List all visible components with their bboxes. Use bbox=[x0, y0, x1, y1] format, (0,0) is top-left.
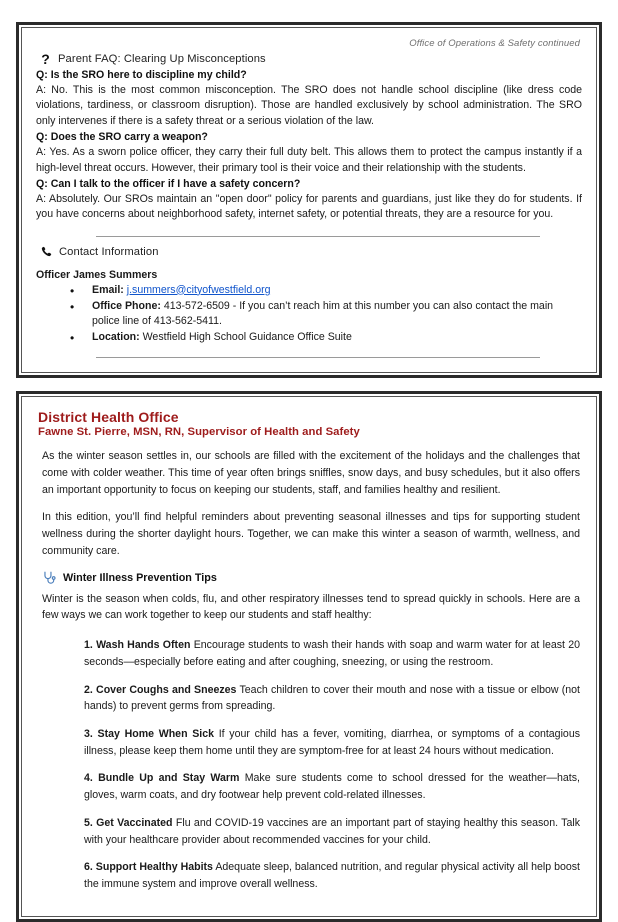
contact-list bbox=[36, 283, 582, 347]
tip-title: 5. Get Vaccinated bbox=[84, 816, 173, 829]
list-item-email bbox=[70, 283, 582, 299]
question-mark-icon: ? bbox=[41, 51, 50, 67]
intro-paragraph: In this edition, you’ll find helpful reminders about preventing seasonal illnesses and tips for supporting student wellness during the shorter daylight hours. Together, we can make this winter a season of warmth, wellness, and community care. bbox=[42, 511, 580, 557]
tip-item bbox=[36, 682, 582, 715]
district-health-office-body bbox=[21, 396, 597, 917]
email-link[interactable]: j.summers@cityofwestfield.org bbox=[126, 283, 271, 296]
faq-answer: A: No. This is the most common misconception. The SRO does not handle school discipline (like dress code violations, tardiness, or classroom disruption). Those are handled exclusively by school administration. The SRO only intervenes if there is a safety threat or a serious violation of the law. bbox=[36, 84, 582, 127]
tip-item bbox=[36, 770, 582, 803]
page-title: District Health Office bbox=[38, 409, 179, 426]
faq-answer: A: Absolutely. Our SROs maintain an "open door" policy for parents and guardians, just like they do for students. If you have concerns about neighborhood safety, internet safety, or potential threats, they are a resource for you. bbox=[36, 192, 582, 221]
tip-title: 1. Wash Hands Often bbox=[84, 639, 191, 652]
faq-question: Q: Is the SRO here to discipline my child? bbox=[36, 69, 247, 81]
operations-safety-panel bbox=[16, 22, 602, 378]
tip-item bbox=[36, 726, 582, 759]
stethoscope-icon bbox=[42, 571, 56, 586]
continued-label: Office of Operations & Safety continued bbox=[409, 38, 580, 49]
tip-text: Make sure students come to school dressed for the weather—hats, gloves, warm coats, and dry footwear help prevent cold-related illnesses. bbox=[84, 772, 580, 802]
list-item-location bbox=[70, 330, 582, 346]
tip-text: Flu and COVID-19 vaccines are an important part of staying healthy this season. Talk with your healthcare provider about recommended vaccines for your child. bbox=[84, 816, 581, 846]
page-subtitle: Fawne St. Pierre, MSN, RN, Supervisor of Health and Safety bbox=[38, 426, 360, 439]
tip-item bbox=[36, 815, 582, 848]
list-item-phone bbox=[70, 299, 582, 331]
winter-tips-heading: Winter Illness Prevention Tips bbox=[63, 572, 217, 585]
tip-title: 6. Support Healthy Habits bbox=[84, 861, 213, 874]
section-divider bbox=[96, 236, 540, 237]
parent-faq-heading-row bbox=[40, 52, 582, 66]
contact-heading: Contact Information bbox=[59, 245, 159, 258]
tip-item bbox=[36, 859, 582, 892]
section-divider-bottom bbox=[96, 357, 540, 358]
tip-item bbox=[36, 637, 582, 670]
operations-safety-panel-body bbox=[21, 27, 597, 373]
contact-label-location: Location: bbox=[92, 331, 140, 344]
phone-icon bbox=[40, 246, 52, 258]
faq-question: Q: Can I talk to the officer if I have a safety concern? bbox=[36, 177, 301, 190]
intro-paragraph: As the winter season settles in, our schools are filled with the excitement of the holidays and the challenges that come with colder weather. This time of year often brings sniffles, snow days, and busy schedules, but it also offers an important opportunity to focus on keeping our students, staff, and families healthy and resilient. bbox=[42, 450, 580, 496]
officer-name: Officer James Summers bbox=[36, 268, 158, 281]
contact-label-email: Email: bbox=[92, 283, 124, 296]
faq-question: Q: Does the SRO carry a weapon? bbox=[36, 131, 208, 144]
contact-heading-row bbox=[40, 246, 582, 258]
tip-text: Adequate sleep, balanced nutrition, and regular physical activity all help boost the immune system and improve overall wellness. bbox=[84, 861, 580, 891]
contact-label-phone: Office Phone: bbox=[92, 299, 161, 312]
contact-value-phone: 413-572-6509 - If you can’t reach him at this number you can also contact the main police line of 413-562-5411. bbox=[92, 299, 554, 328]
district-health-office-panel bbox=[16, 391, 602, 922]
parent-faq-heading: Parent FAQ: Clearing Up Misconceptions bbox=[58, 53, 266, 65]
tip-text: Encourage students to wash their hands with soap and warm water for at least 20 seconds—especially before eating and after coughing, sneezing, or using the restroom. bbox=[84, 639, 580, 668]
tip-text: If your child has a fever, vomiting, diarrhea, or symptoms of a contagious illness, please keep them home until they are symptom-free for at least 24 hours without medication. bbox=[84, 727, 581, 757]
tip-title: 4. Bundle Up and Stay Warm bbox=[84, 772, 240, 785]
faq-answer: A: Yes. As a sworn police officer, they carry their full duty belt. This allows them to protect the campus instantly if a high-level threat occurs. However, their primary tool is their voice and their relationship with the students. bbox=[36, 146, 582, 174]
tip-title: 3. Stay Home When Sick bbox=[84, 727, 215, 740]
winter-tips-heading-row bbox=[42, 571, 582, 586]
winter-tips-lead: Winter is the season when colds, flu, and other respiratory illnesses tend to spread quickly in schools. Here are a few ways we can work together to keep our students and staff healthy: bbox=[42, 592, 580, 622]
contact-value-location: Westfield High School Guidance Office Suite bbox=[142, 331, 352, 344]
tip-text: Teach children to cover their mouth and nose with a tissue or elbow (not hands) to prevent germs from spreading. bbox=[84, 683, 580, 713]
tip-title: 2. Cover Coughs and Sneezes bbox=[84, 683, 237, 696]
